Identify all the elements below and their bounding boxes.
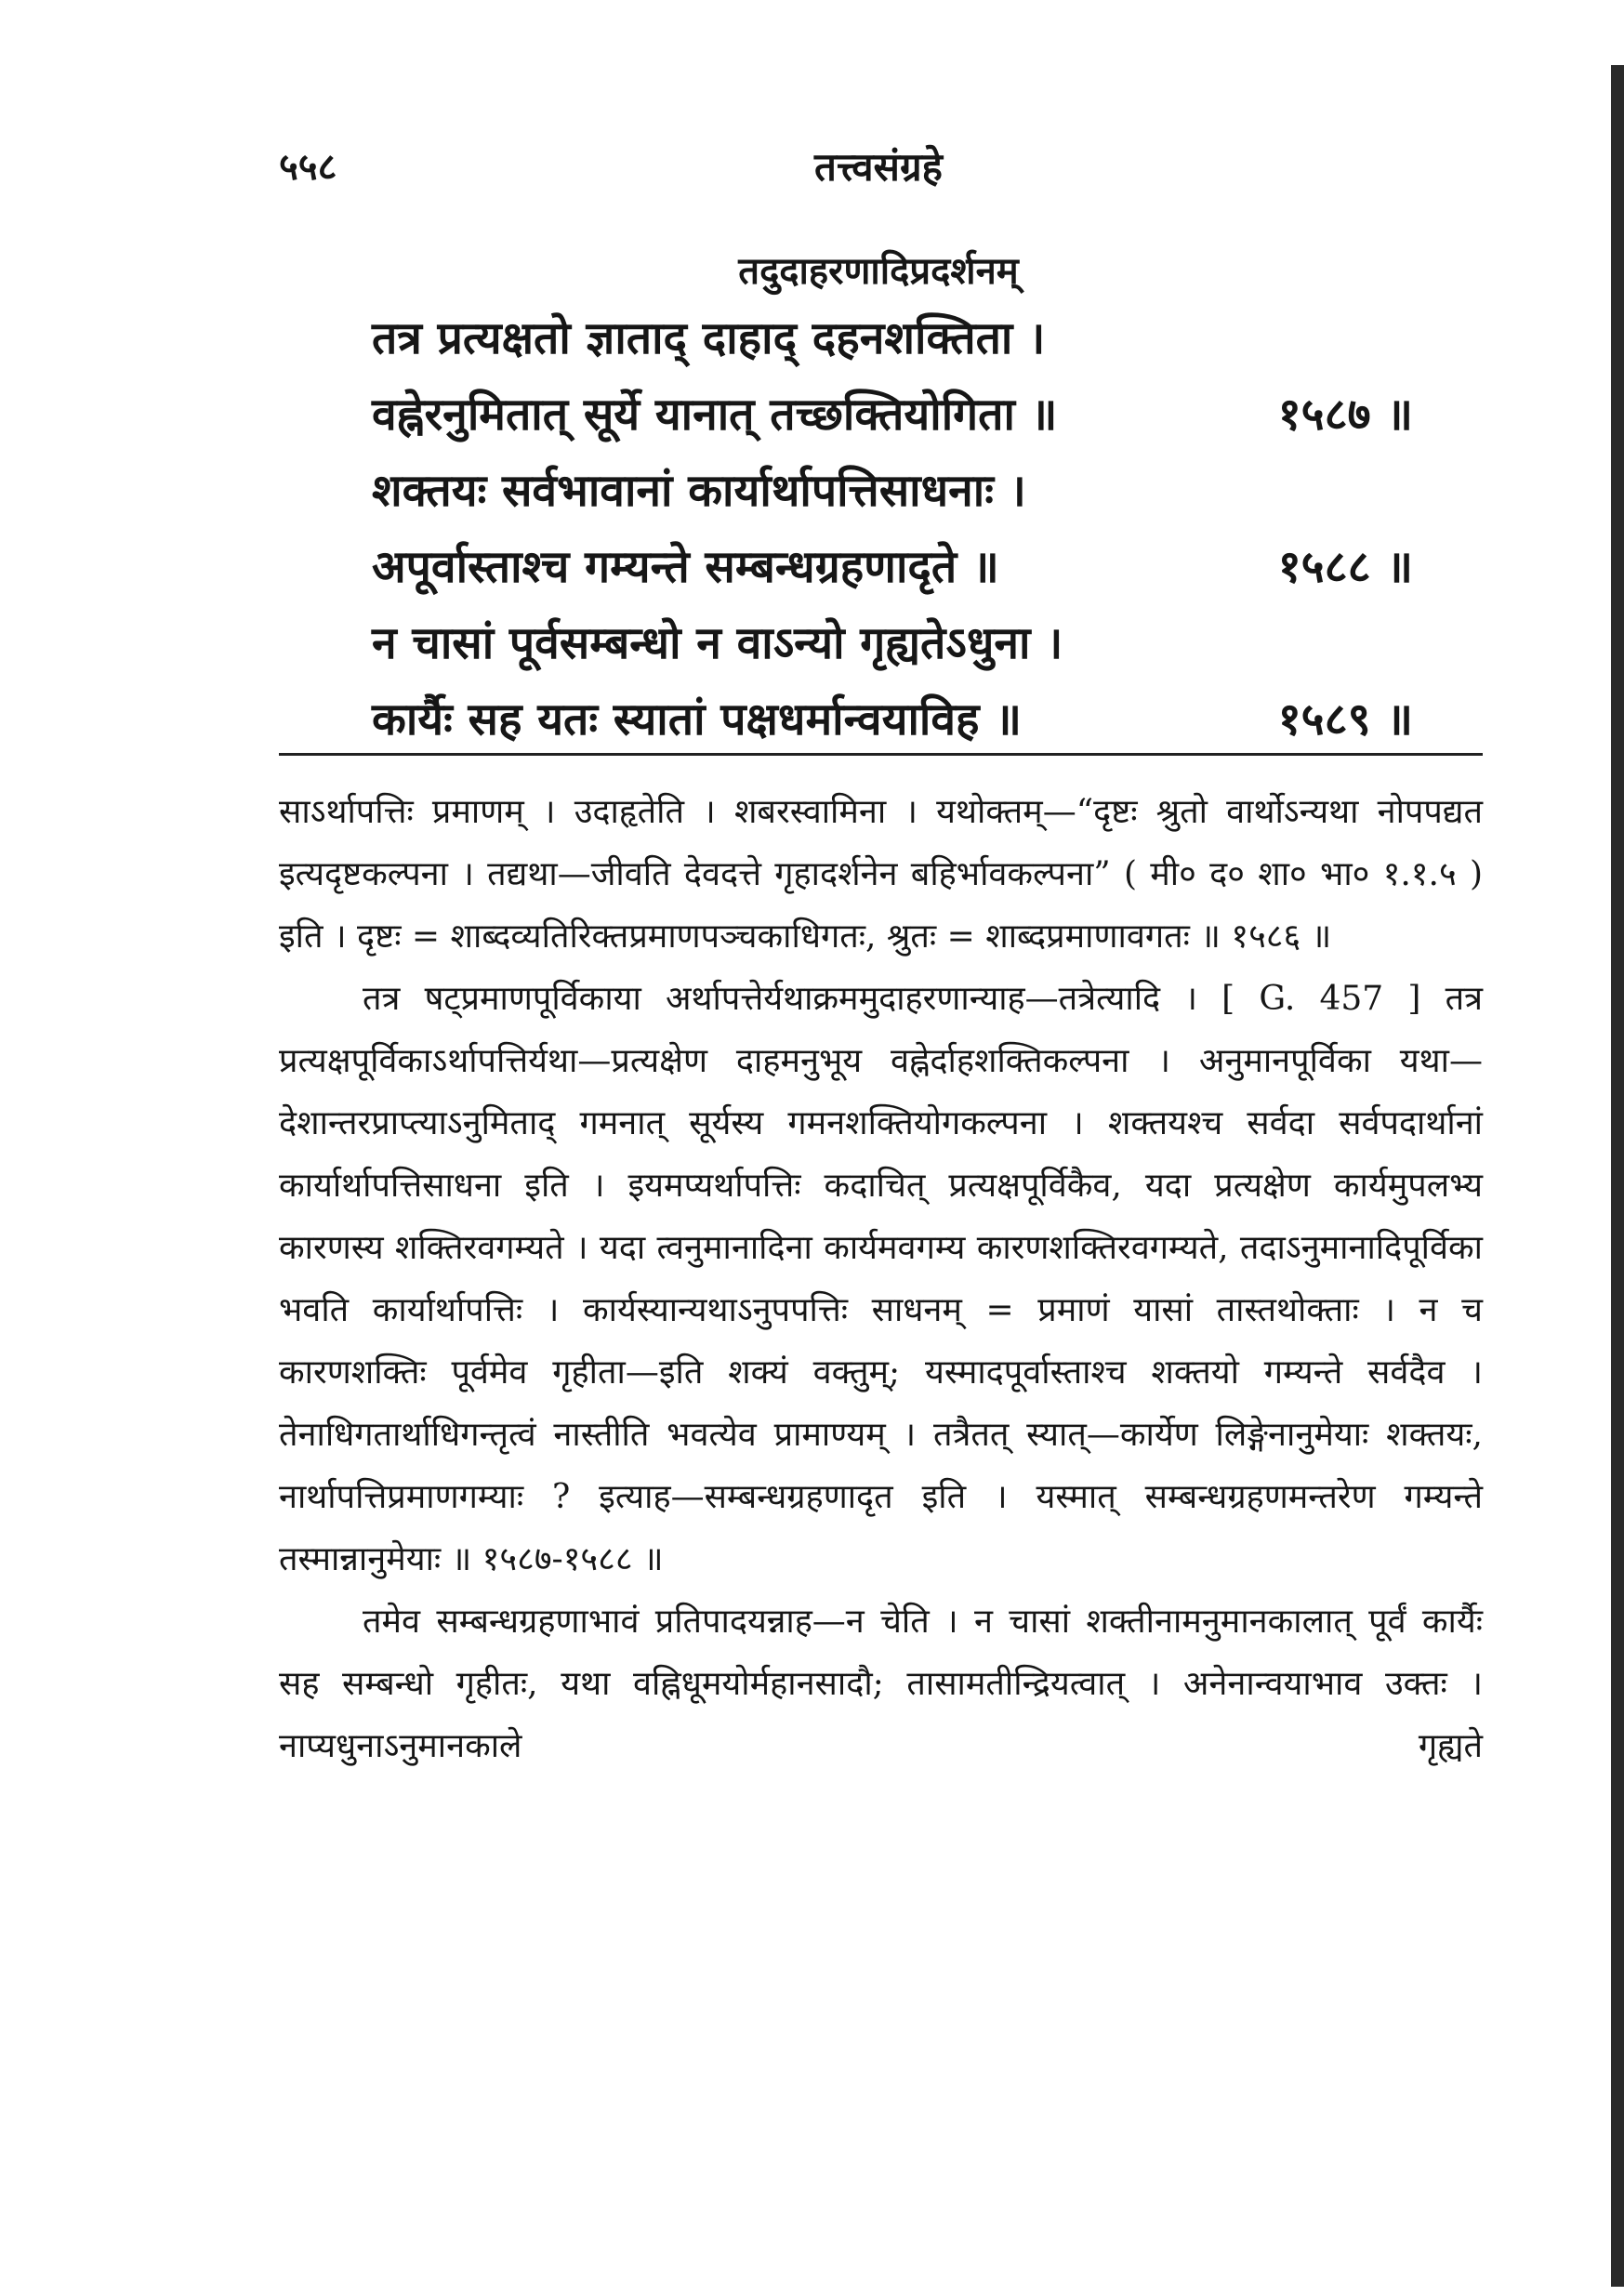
commentary — [279, 781, 1483, 1777]
verse-text: अपूर्वास्ताश्च गम्यन्ते सम्बन्धग्रहणादृते ॥ — [372, 541, 999, 593]
verse-number: १५८९ ॥ — [1277, 693, 1413, 746]
section-heading: तदुदाहरणादिप्रदर्शनम् — [738, 249, 1019, 293]
verse-text: कार्यैः सह यतः स्यातां पक्षधर्मान्वयाविह ॥ — [372, 693, 1022, 746]
verse-line — [372, 383, 1413, 459]
commentary-paragraph: साऽर्थापत्तिः प्रमाणम् । उदाहृतेति । शबरस्वामिना । यथोक्तम्—“दृष्टः श्रुतो वार्थोऽन्यथा नोपपद्यत इत्यदृष्टकल्पना । तद्यथा—जीवति देवदत्ते गृहादर्शनेन बहिर्भावकल्पना” ( मी० द० शा० भा० १.१.५ ) इति । दृष्टः = शाब्दव्यतिरिक्तप्रमाणपञ्चकाधिगतः, श्रुतः = शाब्दप्रमाणावगतः ॥ १५८६ ॥ — [279, 793, 1483, 956]
verse-text: न चासां पूर्वसम्बन्धो न वाऽन्यो गृह्यतेऽधुना । — [372, 617, 1063, 669]
verse-text: तत्र प्रत्यक्षतो ज्ञाताद् दाहाद् दहनशक्तिता । — [372, 312, 1046, 364]
verse-text: शक्तयः सर्वभावानां कार्यार्थापत्तिसाधनाः । — [372, 465, 1026, 517]
verse-line — [372, 535, 1413, 612]
verse-number: १५८७ ॥ — [1277, 389, 1413, 441]
page-edge-border — [1611, 65, 1624, 2287]
verse-line — [372, 459, 1413, 535]
divider-rule — [279, 753, 1483, 756]
verse-line — [372, 307, 1413, 383]
verse-line — [372, 612, 1413, 688]
page-header — [279, 139, 1478, 195]
commentary-paragraph: तत्र षट्प्रमाणपूर्विकाया अर्थापत्तेर्यथाक्रममुदाहरणान्याह—तत्रेत्यादि । [ G. 457 ] तत्र प्रत्यक्षपूर्विकाऽर्थापत्तिर्यथा—प्रत्यक्षेण दाहमनुभूय वह्नेर्दाहशक्तिकल्पना । अनुमानपूर्विका यथा—देशान्तरप्राप्त्याऽनुमिताद् गमनात् सूर्यस्य गमनशक्तियोगकल्पना । शक्तयश्च सर्वदा सर्वपदार्थानां कार्यार्थापत्तिसाधना इति । इयमप्यर्थापत्तिः कदाचित् प्रत्यक्षपूर्विकैव, यदा प्रत्यक्षेण कार्यमुपलभ्य कारणस्य शक्तिरवगम्यते । यदा त्वनुमानादिना कार्यमवगम्य कारणशक्तिरवगम्यते, तदाऽनुमानादिपूर्विका भवति कार्यार्थापत्तिः । कार्यस्यान्यथाऽनुपपत्तिः साधनम् = प्रमाणं यासां तास्तथोक्ताः । न च कारणशक्तिः पूर्वमेव गृहीता—इति शक्यं वक्तुम्; यस्मादपूर्वास्ताश्च शक्तयो गम्यन्ते सर्वदैव । तेनाधिगतार्थाधिगन्तृत्वं नास्तीति भवत्येव प्रामाण्यम् । तत्रैतत् स्यात्—कार्येण लिङ्गेनानुमेयाः शक्तयः, नार्थापत्तिप्रमाणगम्याः ? इत्याह—सम्बन्धग्रहणादृत इति । यस्मात् सम्बन्धग्रहणमन्तरेण गम्यन्ते तस्मान्नानुमेयाः ॥ १५८७-१५८८ ॥ — [279, 980, 1483, 1578]
verse-text: वह्नेरनुमितात् सूर्ये यानात् तच्छक्तियोगिता ॥ — [372, 389, 1058, 441]
commentary-paragraph: तमेव सम्बन्धग्रहणाभावं प्रतिपादयन्नाह—न चेति । न चासां शक्तीनामनुमानकालात् पूर्वं कार्यैः सह सम्बन्धो गृहीतः, यथा वह्निधूमयोर्महानसादौ; तासामतीन्द्रियत्वात् । अनेनान्वयाभाव उक्तः । नाप्यधुनाऽनुमानकाले गृह्यते — [279, 1603, 1483, 1765]
running-title: तत्त्वसंग्रहे — [814, 144, 943, 190]
page-number: ५५८ — [279, 145, 337, 189]
verse-number: १५८८ ॥ — [1277, 541, 1413, 593]
verse-block — [372, 307, 1413, 764]
